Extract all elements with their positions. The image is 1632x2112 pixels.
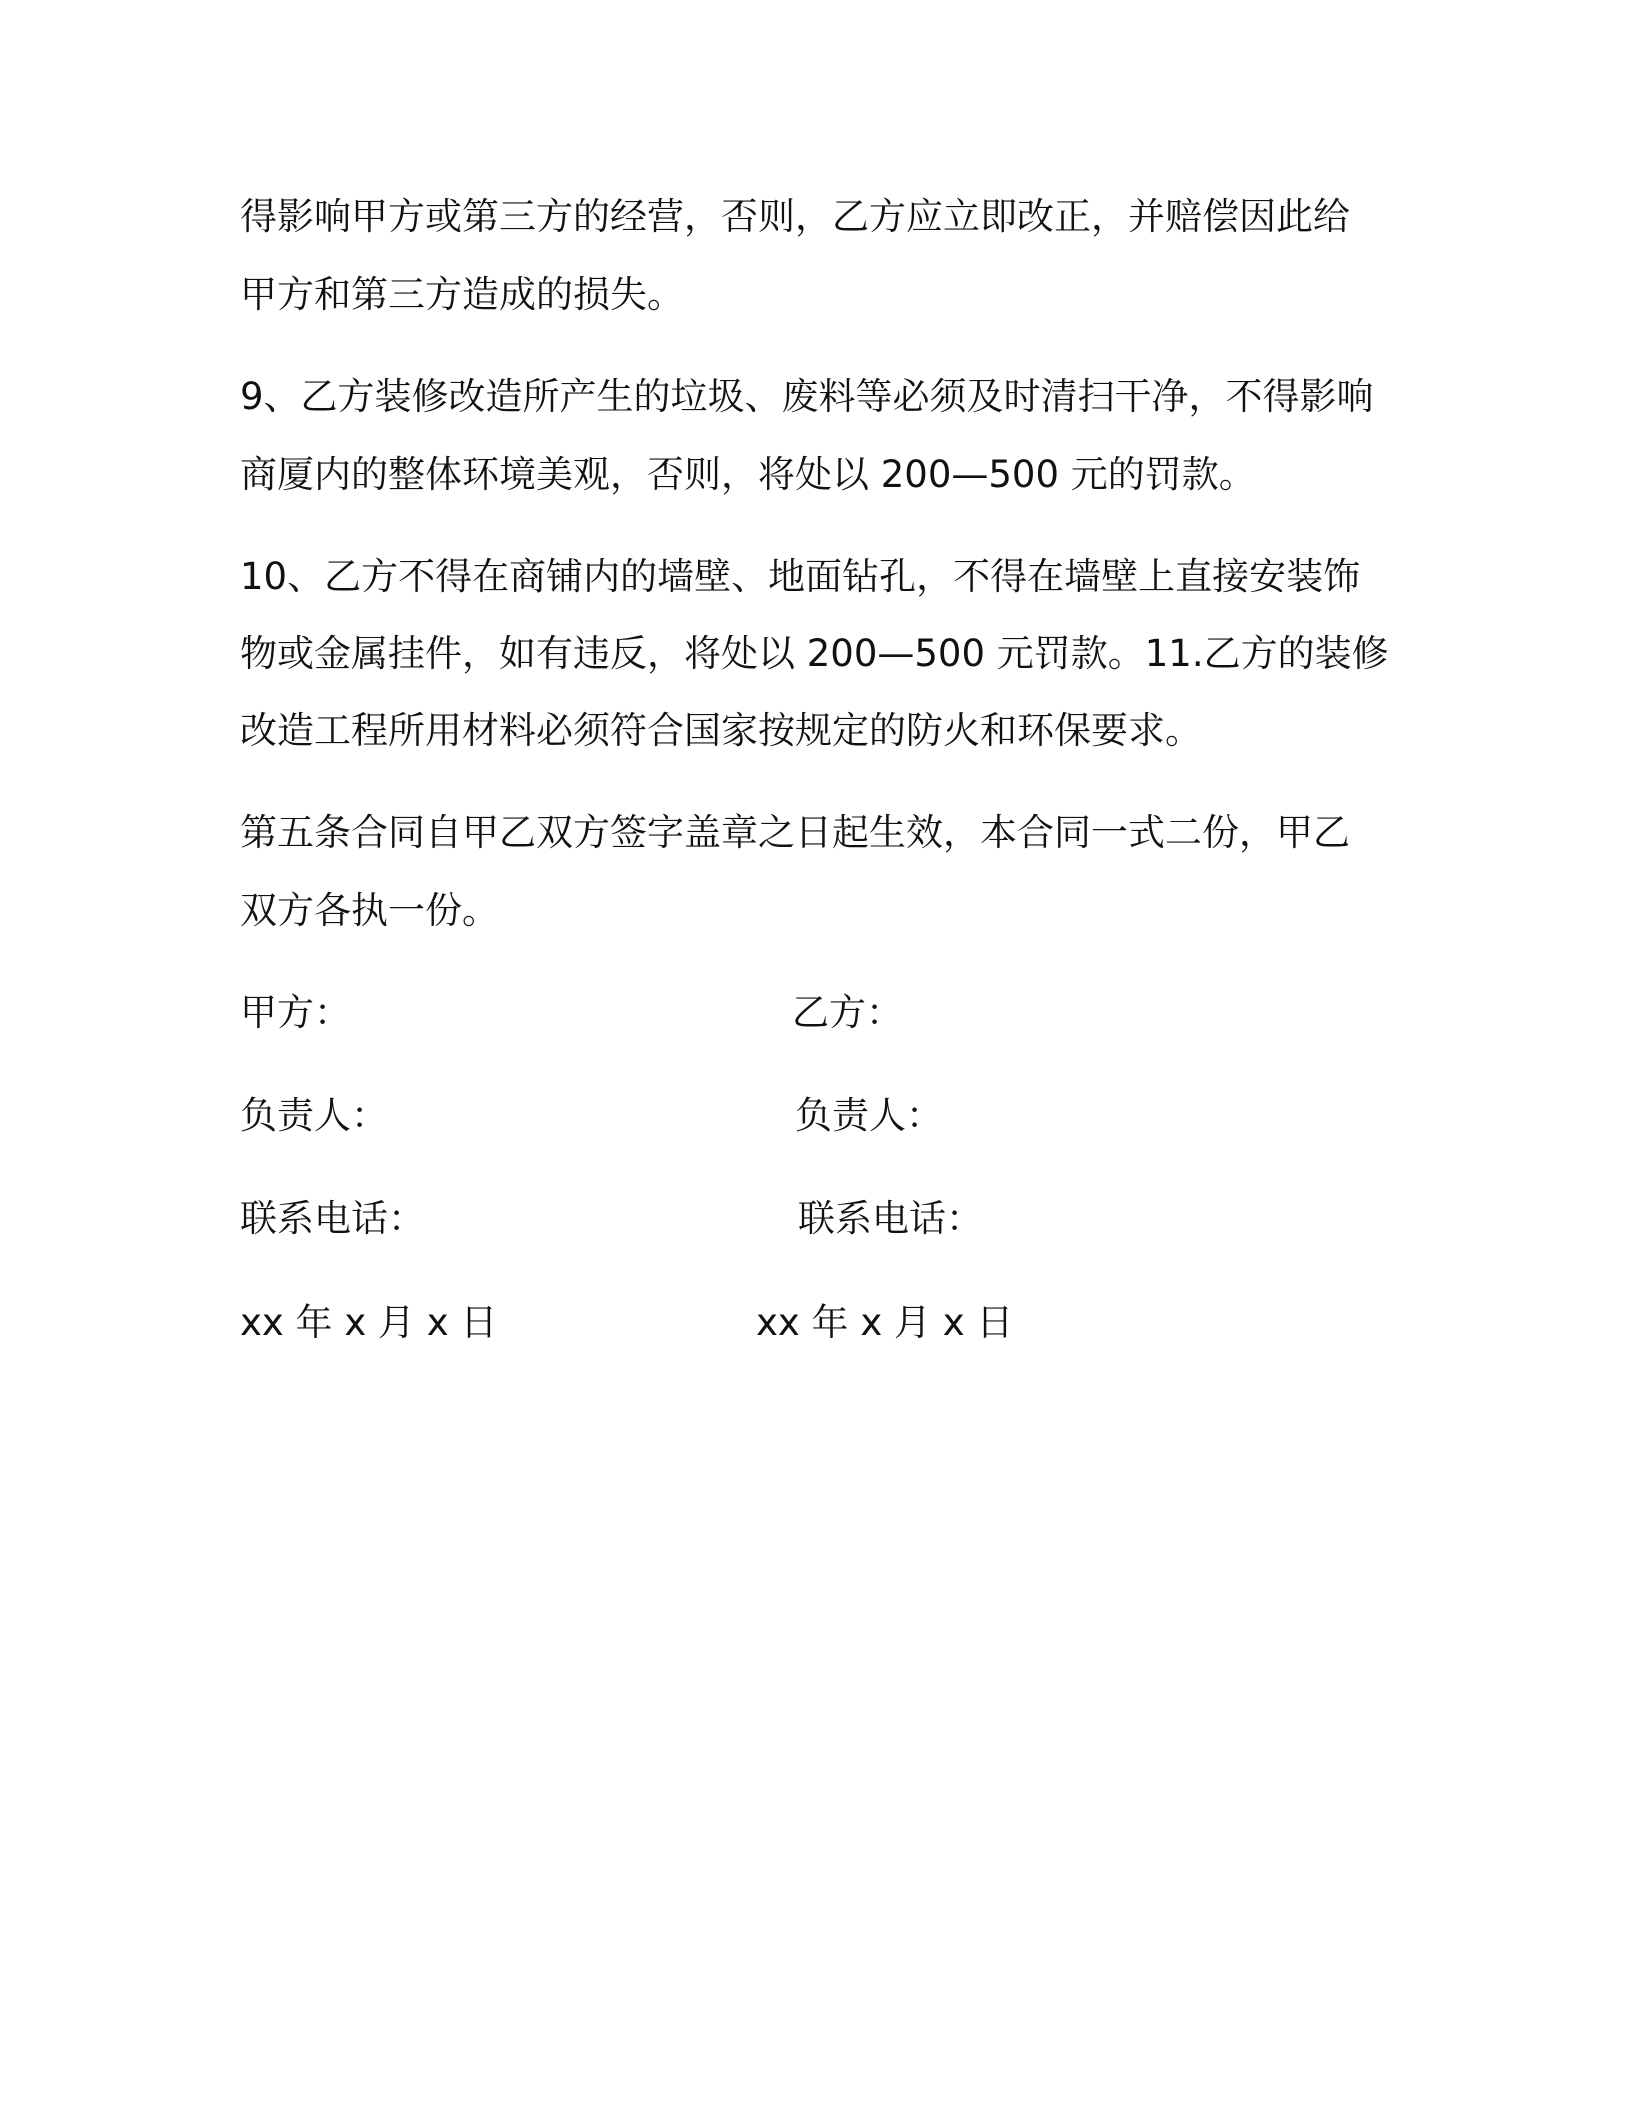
paragraph-3-line-3: 改造工程所用材料必须符合国家按规定的防火和环保要求。 <box>240 709 1202 752</box>
party-b-label: 乙方： <box>792 991 903 1034</box>
party-a-label: 甲方： <box>240 991 351 1034</box>
paragraph-1-line-1: 得影响甲方或第三方的经营，否则，乙方应立即改正，并赔偿因此给 <box>240 195 1350 238</box>
paragraph-3-line-2: 物或金属挂件，如有违反，将处以 200—500 元罚款。11.乙方的装修 <box>240 632 1389 675</box>
paragraph-3-line-1: 10、乙方不得在商铺内的墙壁、地面钻孔，不得在墙壁上直接安装饰 <box>240 555 1361 598</box>
paragraph-2-line-2: 商厦内的整体环境美观，否则，将处以 200—500 元的罚款。 <box>240 453 1256 496</box>
paragraph-4-line-2: 双方各执一份。 <box>240 889 499 932</box>
date-b: xx 年 x 月 x 日 <box>756 1301 1014 1344</box>
paragraph-2-line-1: 9、乙方装修改造所产生的垃圾、废料等必须及时清扫干净，不得影响 <box>240 375 1374 418</box>
paragraph-4-line-1: 第五条合同自甲乙双方签字盖章之日起生效，本合同一式二份，甲乙 <box>240 811 1350 854</box>
paragraph-1-line-2: 甲方和第三方造成的损失。 <box>240 273 684 316</box>
date-a: xx 年 x 月 x 日 <box>240 1301 498 1344</box>
phone-a-label: 联系电话： <box>240 1197 425 1240</box>
phone-b-label: 联系电话： <box>798 1197 983 1240</box>
responsible-b-label: 负责人： <box>795 1094 943 1137</box>
responsible-a-label: 负责人： <box>240 1094 388 1137</box>
